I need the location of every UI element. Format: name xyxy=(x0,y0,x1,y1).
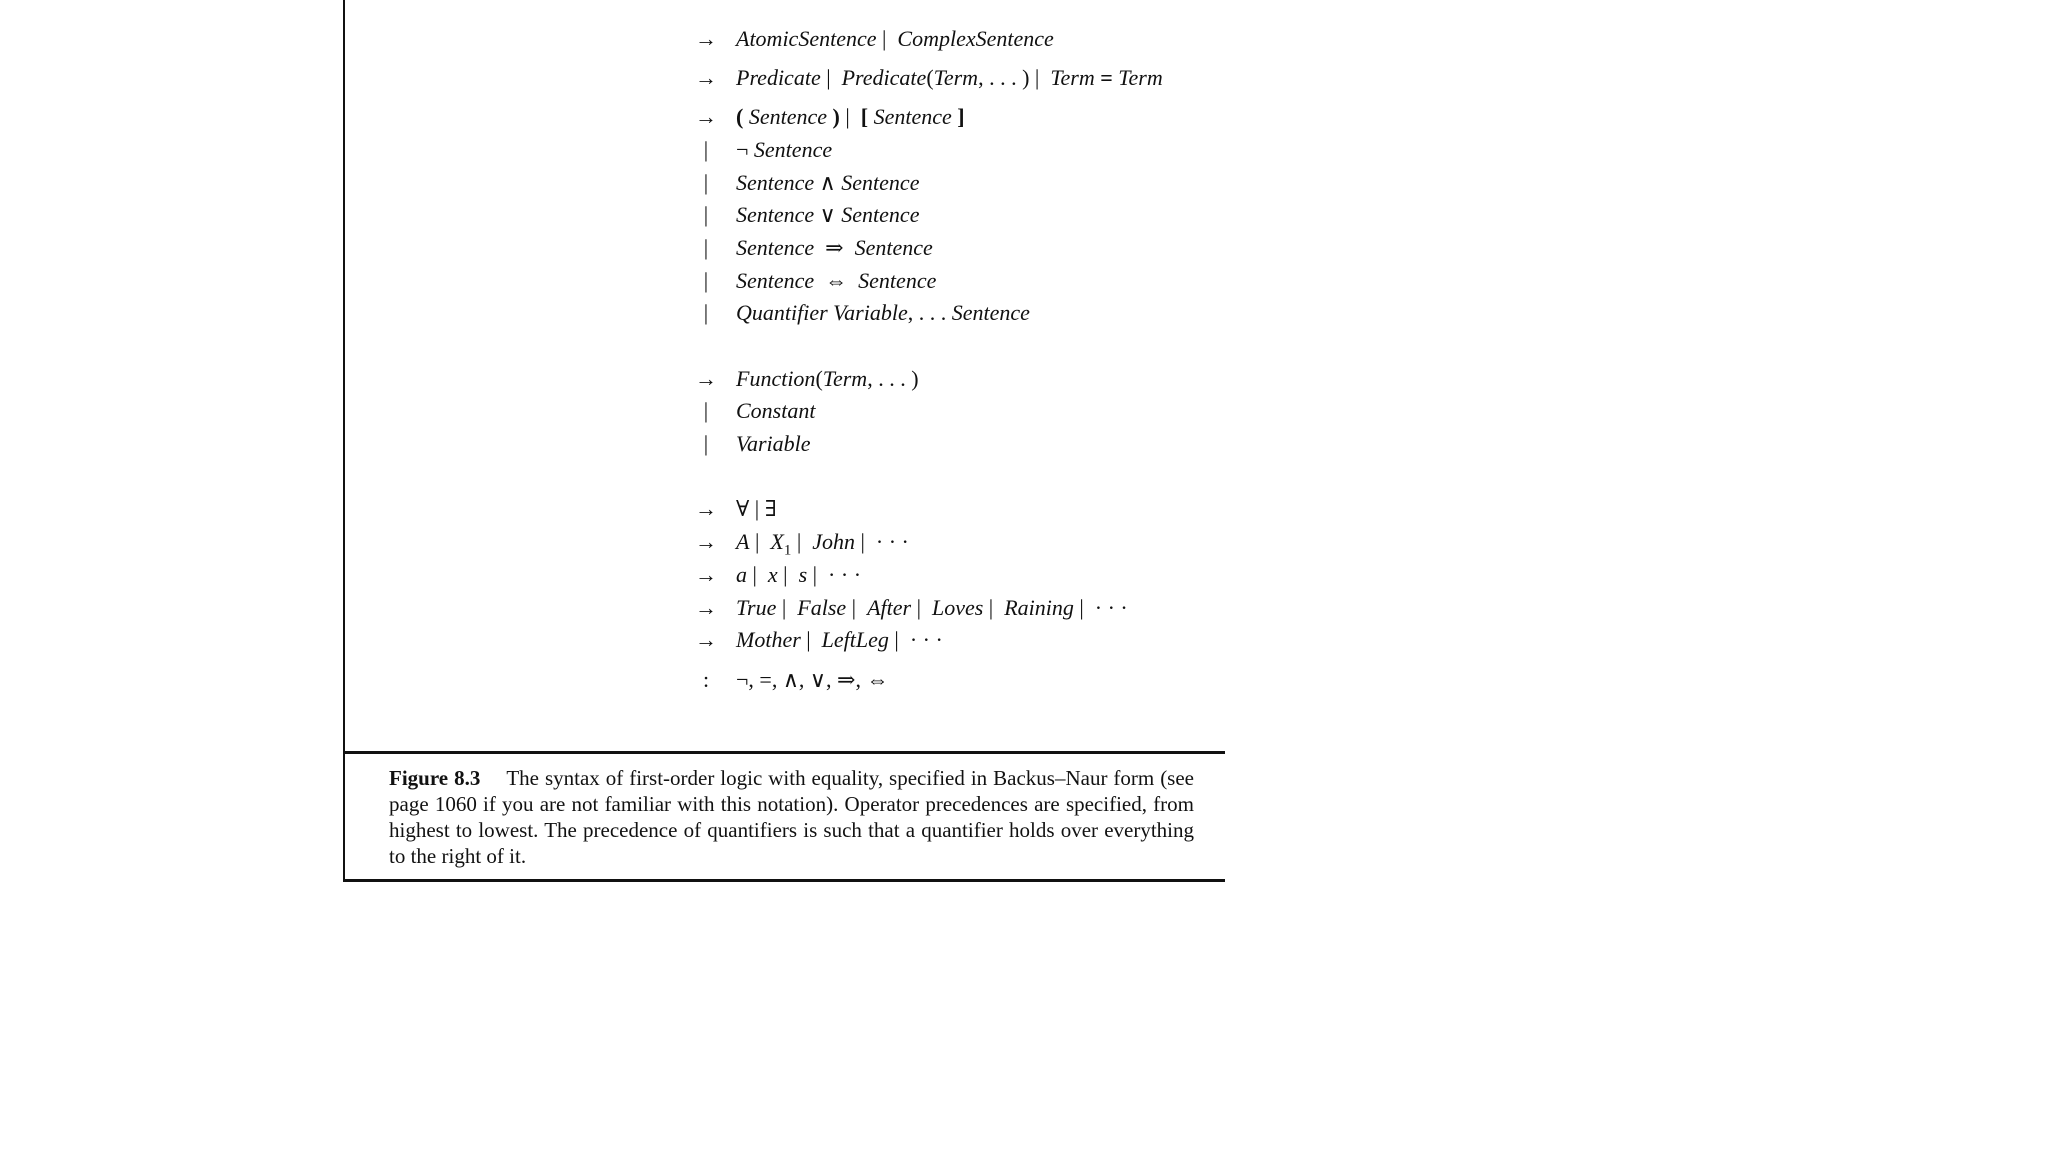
arrow-symbol: → xyxy=(695,65,717,90)
rule-rhs: Mother | LeftLeg | · · · xyxy=(736,627,943,652)
caption-top-rule xyxy=(343,751,1225,754)
arrow-symbol: → xyxy=(695,366,717,391)
rule-rhs: Sentence ∧ Sentence xyxy=(736,170,920,195)
arrow-symbol: → xyxy=(695,104,717,129)
rule-rhs: Sentence ∨ Sentence xyxy=(736,202,920,227)
alternative-bar: | xyxy=(703,398,709,423)
alternative-bar: | xyxy=(703,268,709,293)
caption-bottom-rule xyxy=(343,879,1225,882)
rule-rhs: ¬ Sentence xyxy=(736,137,833,162)
rule-rhs: True | False | After | Loves | Raining | · · · xyxy=(736,595,1128,620)
arrow-symbol: → xyxy=(695,496,717,521)
alternative-bar: | xyxy=(703,235,709,260)
alternative-bar: | xyxy=(703,202,709,227)
alternative-bar: | xyxy=(703,170,709,195)
caption-text: The syntax of first-order logic with equality, specified in Backus–Naur form (see page 1060 if you are not familiar with this notation). Operator precedences are specified, from highest to lowest. The precedence of quantifiers is such that a quantifier holds over everything to the right of it. xyxy=(389,766,1194,868)
rule-rhs: Function(Term, . . . ) xyxy=(736,366,919,391)
rule-rhs: A | $X_1$ | John | · · · xyxy=(736,529,909,559)
alternative-bar: | xyxy=(703,431,709,456)
arrow-symbol: → xyxy=(695,627,717,652)
arrow-symbol: → xyxy=(695,26,717,51)
rule-rhs: a | x | s | · · · xyxy=(736,562,862,587)
rule-rhs: Sentence ⇔ Sentence xyxy=(736,268,937,293)
rule-rhs: Quantifier Variable, . . . Sentence xyxy=(736,300,1030,325)
arrow-symbol: → xyxy=(695,529,717,554)
colon-symbol: : xyxy=(702,667,710,692)
rule-rhs: ( Sentence ) | [ Sentence ] xyxy=(736,104,965,129)
rule-rhs: Predicate | Predicate(Term, . . . ) | Term = Term xyxy=(736,65,1163,90)
alternative-bar: | xyxy=(703,300,709,325)
rule-rhs: Sentence ⇒ Sentence xyxy=(736,235,933,260)
operator-list: ¬, =, ∧, ∨, ⇒, ⇔ xyxy=(736,667,889,692)
figure-label: Figure 8.3 xyxy=(389,766,481,790)
rule-rhs: AtomicSentence | ComplexSentence xyxy=(736,26,1054,51)
arrow-symbol: → xyxy=(695,562,717,587)
rule-rhs: Constant xyxy=(736,398,816,423)
rule-rhs: ∀ | ∃ xyxy=(736,496,777,521)
alternative-bar: | xyxy=(703,137,709,162)
rule-rhs: Variable xyxy=(736,431,811,456)
figure-caption xyxy=(389,765,1194,869)
arrow-symbol: → xyxy=(695,595,717,620)
figure-frame-left-border xyxy=(343,0,345,882)
